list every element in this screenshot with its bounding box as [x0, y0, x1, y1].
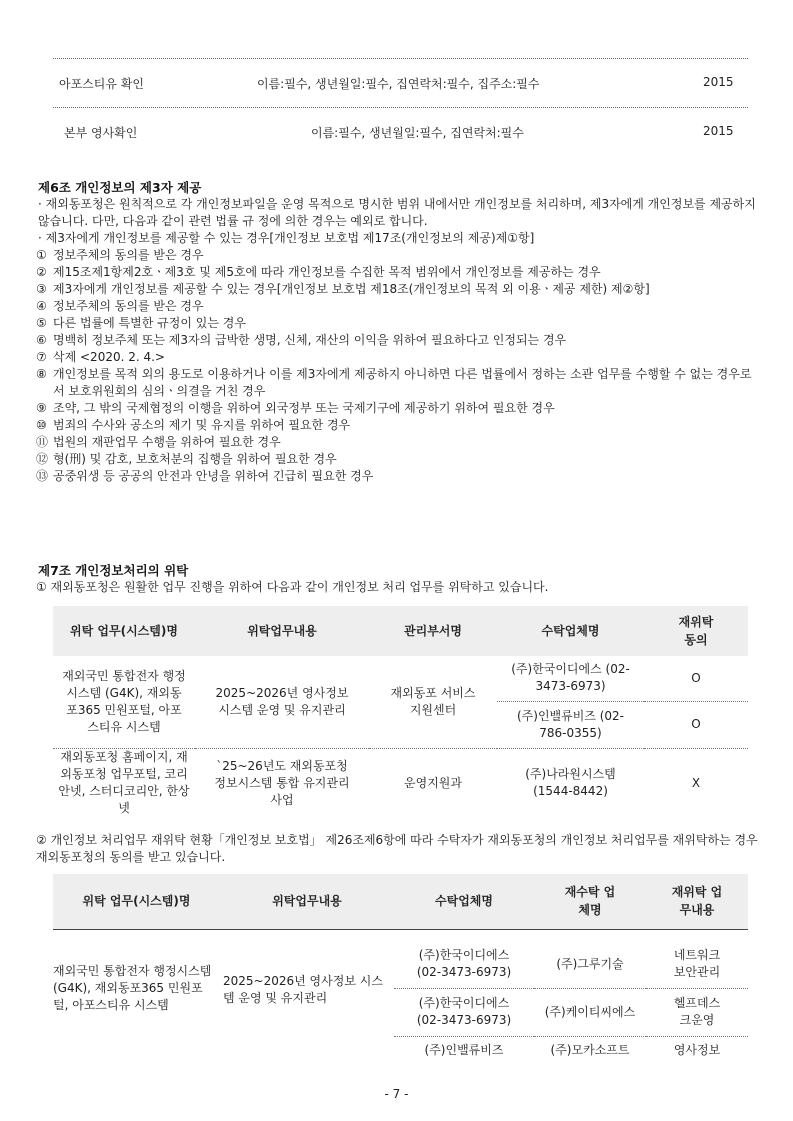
paragraph: · 제3자에게 개인정보를 제공할 수 있는 경우[개인정보 보호법 제17조(개인정보의 제공)제①항] [38, 231, 535, 245]
list-item [36, 451, 758, 468]
table-cell: 재외국민 통합전자 행정시스템 (G4K), 재외동포365 민원포털, 아포스티유 시스템 [53, 656, 195, 748]
column-header: 재수탁 업체명 [534, 874, 646, 929]
list-number: ① [36, 248, 47, 262]
table-cell: X [691, 775, 701, 790]
list-number: ⑦ [36, 350, 47, 364]
column-header: 관리부서명 [369, 606, 497, 656]
column-header: 위탁 업무(시스템)명 [53, 874, 220, 929]
column-header: 위탁업무내용 [220, 874, 394, 929]
list-text: 정보주체의 동의를 받은 경우 [53, 248, 204, 262]
divider [53, 107, 748, 108]
list-number: ⑩ [36, 418, 47, 432]
list-item [36, 281, 758, 298]
list-text: 개인정보를 목적 외의 용도로 이용하거나 이를 제3자에게 제공하지 아니하면 다른 법률에서 정하는 소관 업무를 수행할 수 없는 경우로서 보호위원회의 심의ㆍ의결을 거친 경우 [53, 367, 752, 398]
table-cell: (주)모카소프트 [550, 1042, 630, 1057]
column-header: 수탁업체명 [497, 606, 644, 656]
column-header: 위탁 업무(시스템)명 [53, 606, 195, 656]
list-item [36, 400, 758, 417]
list-number: ② [36, 265, 47, 279]
column-header: 재위탁 업무내용 [646, 874, 748, 929]
table-cell: (주)한국이디에스 (02-3473-6973) [394, 988, 534, 1036]
table-cell: (주)한국이디에스 (02-3473-6973) [394, 941, 534, 988]
paragraph: ① 재외동포청은 원활한 업무 진행을 위하여 다음과 같이 개인정보 처리 업무를 위탁하고 있습니다. [36, 580, 549, 594]
table-cell: (주)그루기술 [534, 941, 646, 988]
paragraph: · 재외동포청은 원칙적으로 각 개인정보파일을 운영 목적으로 명시한 범위 내에서만 개인정보를 처리하며, 제3자에게 개인정보를 제공하지 않습니다. 다만, 다음과 같이 관련 법률 규 정에 의한 경우는 예외로 합니다. [38, 197, 756, 228]
required-items: 이름:필수, 생년월일:필수, 집연락처:필수 [311, 126, 524, 140]
table-row [53, 75, 748, 95]
provision-list [36, 247, 758, 485]
table-row [53, 124, 748, 144]
list-item [36, 264, 758, 281]
divider [53, 58, 748, 59]
list-text: 법원의 재판업무 수행을 위하여 필요한 경우 [53, 435, 281, 449]
list-item [36, 349, 758, 366]
list-number: ⑧ [36, 367, 47, 381]
list-text: 제15조제1항제2호ㆍ제3호 및 제5호에 따라 개인정보를 수집한 목적 범위에서 개인정보를 제공하는 경우 [53, 265, 601, 279]
list-text: 공중위생 등 공공의 안전과 안녕을 위하여 긴급히 필요한 경우 [53, 469, 374, 483]
list-item [36, 434, 758, 451]
table-cell: 재외동포청 홈페이지, 재외동포청 업무포털, 코리안넷, 스터디코리안, 한상넷 [58, 750, 190, 816]
table-cell: (주)인밸류비즈 [424, 1042, 504, 1057]
table-cell: O [644, 656, 748, 701]
section-title: 제7조 개인정보처리의 위탁 [38, 563, 189, 578]
list-text: 삭제 <2020. 2. 4.> [53, 350, 165, 364]
list-number: ④ [36, 299, 47, 313]
service-name: 본부 영사확인 [64, 126, 138, 140]
table-cell: 재외동포 서비스 지원센터 [369, 656, 497, 748]
table-cell: 재외국민 통합전자 행정시스템 (G4K), 재외동포365 민원포털, 아포스티유 시스템 [53, 964, 212, 1012]
table-cell: 2025~2026년 영사정보 시스템 운영 및 유지관리 [195, 656, 369, 748]
table-cell: O [644, 701, 748, 748]
list-text: 범죄의 수사와 공소의 제기 및 유지를 위하여 필요한 경우 [53, 418, 351, 432]
paragraph: ② 개인정보 처리업무 재위탁 현황「개인정보 보호법」 제26조제6항에 따라 수탁자가 재외동포청의 개인정보 처리업무를 재위탁하는 경우 재외동포청의 동의를 받고 있습니다. [36, 833, 758, 864]
table-cell: (주)케이티씨에스 [534, 988, 646, 1036]
list-item [36, 468, 758, 485]
list-text: 정보주체의 동의를 받은 경우 [53, 299, 204, 313]
table-cell: (주)한국이디에스 (02-3473-6973) [497, 656, 644, 701]
list-text: 조약, 그 밖의 국제협정의 이행을 위하여 외국정부 또는 국제기구에 제공하기 위하여 필요한 경우 [53, 401, 555, 415]
section-title: 제6조 개인정보의 제3자 제공 [38, 180, 202, 195]
list-number: ⑫ [36, 452, 49, 466]
column-header: 재위탁 동의 [644, 606, 748, 656]
table-cell: 네트워크 보안관리 [646, 941, 748, 988]
table-cell: (주)인밸류비즈 (02-786-0355) [497, 701, 644, 748]
column-header: 위탁업무내용 [195, 606, 369, 656]
list-item [36, 315, 758, 332]
list-item [36, 332, 758, 349]
outsourcing-table [53, 606, 748, 818]
list-number: ⑪ [36, 435, 49, 449]
page-number: - 7 - [384, 1087, 409, 1101]
table-cell: `25~26년도 재외동포청 정보시스템 통합 유지관리 사업 [214, 758, 350, 807]
list-text: 형(刑) 및 감호, 보호처분의 집행을 위하여 필요한 경우 [53, 452, 337, 466]
list-item [36, 366, 758, 400]
list-text: 명백히 정보주체 또는 제3자의 급박한 생명, 신체, 재산의 이익을 위하여 필요하다고 인정되는 경우 [53, 333, 567, 347]
table-cell: 2025~2026년 영사정보 시스템 운영 및 유지관리 [223, 974, 383, 1005]
list-text: 제3자에게 개인정보를 제공할 수 있는 경우[개인정보 보호법 제18조(개인정보의 목적 외 이용ㆍ제공 제한) 제②항] [53, 282, 650, 296]
list-item [36, 298, 758, 315]
service-name: 아포스티유 확인 [59, 77, 144, 91]
resubcontract-table [53, 874, 748, 1064]
list-item [36, 247, 758, 264]
year: 2015 [703, 124, 734, 138]
column-header: 수탁업체명 [394, 874, 534, 929]
list-number: ⑬ [36, 469, 49, 483]
table-cell: 헬프데스크운영 [646, 988, 748, 1036]
year: 2015 [703, 75, 734, 89]
table-cell: 영사정보 [673, 1042, 721, 1057]
list-number: ⑨ [36, 401, 47, 415]
list-number: ③ [36, 282, 47, 296]
table-cell: 운영지원과 [404, 775, 462, 790]
table-cell: (주)나라원시스템 (1544-8442) [525, 767, 616, 799]
list-number: ⑤ [36, 316, 47, 330]
list-number: ⑥ [36, 333, 47, 347]
list-item [36, 417, 758, 434]
list-text: 다른 법률에 특별한 규정이 있는 경우 [53, 316, 246, 330]
required-items: 이름:필수, 생년월일:필수, 집연락처:필수, 집주소:필수 [257, 77, 540, 91]
